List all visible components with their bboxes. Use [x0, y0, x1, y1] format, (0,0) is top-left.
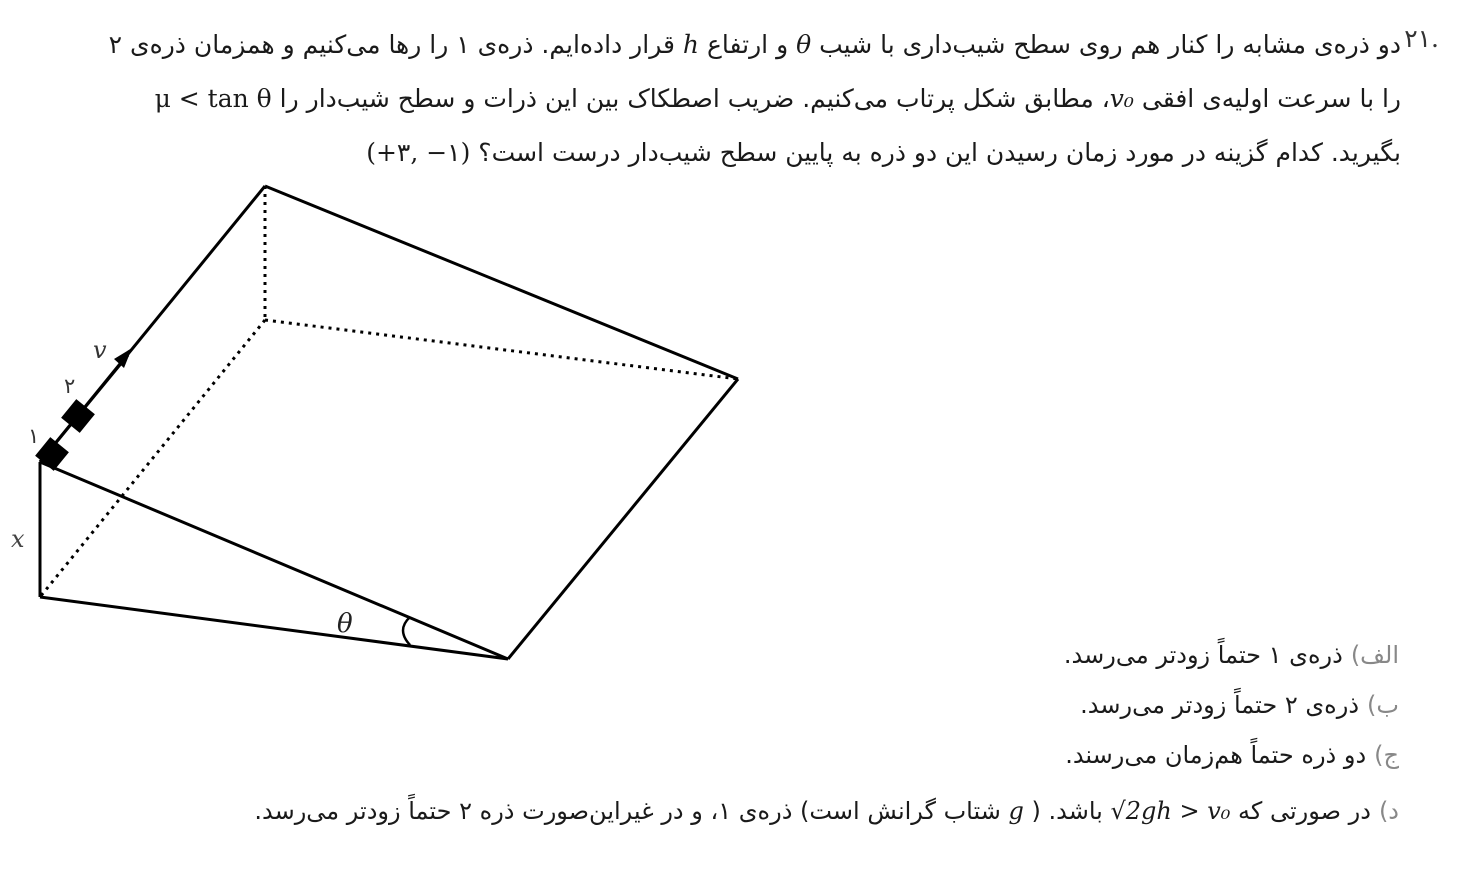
height-symbol: h: [682, 30, 700, 59]
stem-text: قرار داده‌ایم. ذره‌ی ۱ را رها می‌کنیم و همزمان ذره‌ی ۲: [108, 30, 675, 59]
option-label: ب): [1367, 691, 1399, 719]
option-label: د): [1378, 797, 1399, 825]
particle-1-label: ۱: [28, 424, 40, 448]
stem-line-2: [31, 72, 1401, 126]
velocity-label: v: [93, 336, 107, 364]
theta-symbol: θ: [796, 30, 812, 59]
particle-2-label: ۲: [64, 374, 76, 398]
hidden-diagonal: [40, 320, 265, 597]
option-c[interactable]: [99, 730, 1399, 780]
option-text: باشد. (: [1031, 797, 1103, 825]
angle-theta-label: θ: [337, 609, 353, 639]
option-text: شتاب گرانش است) ذره‌ی ۱، و در غیراین‌صورت ذره ۲ حتماً زودتر می‌رسد.: [254, 797, 1001, 825]
option-text: ذره‌ی ۱ حتماً زودتر می‌رسد.: [1063, 641, 1343, 669]
stem-text: و ارتفاع: [706, 30, 789, 59]
option-d-condition: √2gh > v₀: [1110, 797, 1231, 825]
question-number: ۲۱.: [1404, 24, 1439, 53]
option-text: در صورتی که: [1238, 797, 1371, 825]
height-x-label: x: [11, 525, 25, 553]
option-b[interactable]: [99, 680, 1399, 730]
option-text: دو ذره حتماً هم‌زمان می‌رسند.: [1065, 741, 1367, 769]
velocity-arrowhead: [114, 348, 132, 368]
stem-text: را با سرعت اولیه‌ی افقی: [1141, 84, 1401, 113]
option-a[interactable]: [99, 630, 1399, 680]
gravity-symbol: g: [1008, 797, 1024, 825]
friction-condition: μ < tan θ: [154, 84, 272, 113]
stem-text: دو ذره‌ی مشابه را کنار هم روی سطح شیب‌داری با شیب: [819, 30, 1401, 59]
incline-hidden-edges: [40, 186, 738, 597]
score-note: (+۳, −۱): [366, 138, 471, 167]
stem-text: بگیرید. کدام گزینه در مورد زمان رسیدن این دو ذره به پایین سطح شیب‌دار درست است؟: [478, 138, 1401, 167]
incline-solid-edges: [40, 186, 738, 659]
option-label: ج): [1374, 741, 1399, 769]
stem-text: ، مطابق شکل پرتاب می‌کنیم. ضریب اصطکاک بین این ذرات و سطح شیب‌دار را: [279, 84, 1110, 113]
incline-figure: [0, 168, 760, 678]
question-stem: [31, 18, 1401, 180]
option-text: ذره‌ی ۲ حتماً زودتر می‌رسد.: [1080, 691, 1360, 719]
option-d[interactable]: [99, 786, 1399, 836]
initial-velocity-symbol: v₀: [1109, 84, 1134, 113]
incline-top-edge: [265, 186, 738, 379]
option-label: الف): [1350, 641, 1399, 669]
incline-right-edge: [508, 379, 738, 659]
stem-line-1: [31, 18, 1401, 72]
answer-options: [99, 630, 1399, 836]
